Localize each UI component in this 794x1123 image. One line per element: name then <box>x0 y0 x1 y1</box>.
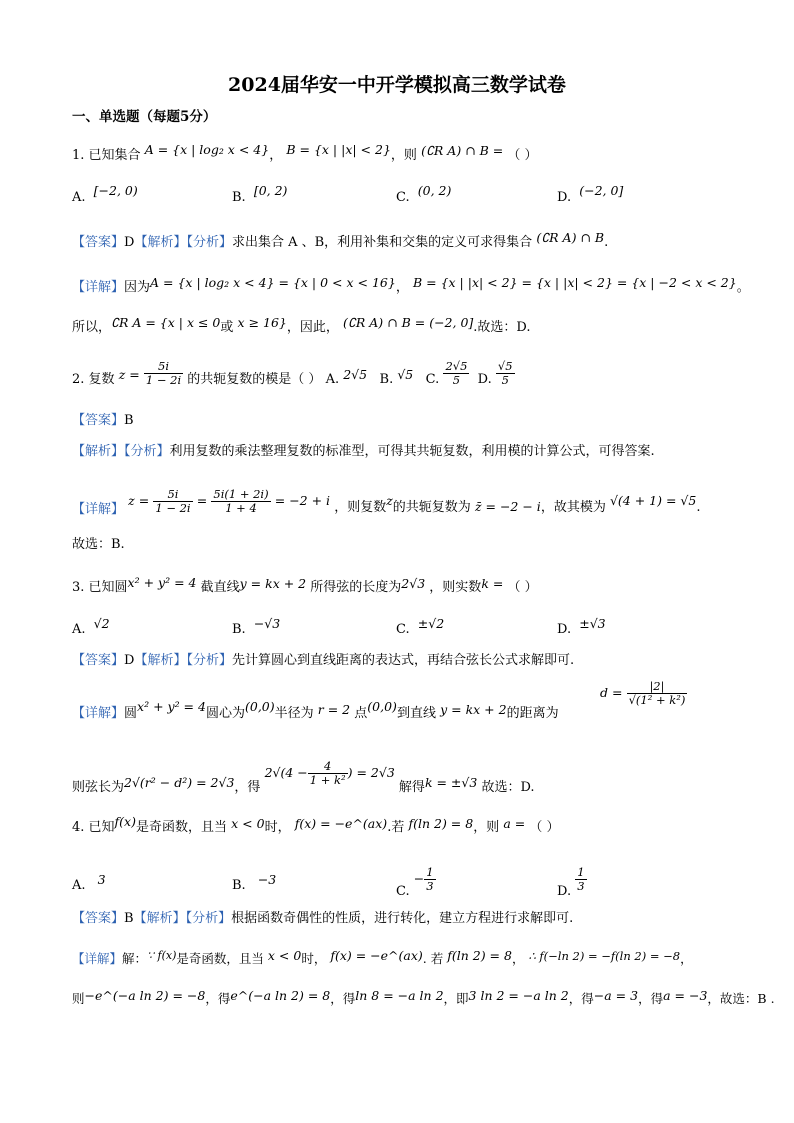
q3-option-a: A. √2 <box>72 616 110 637</box>
analysis-text: 求出集合 A 、B，利用补集和交集的定义可求得集合 <box>231 235 533 250</box>
q3-distance-formula: d = $\frac{|2|}{\text{√(1² + k²)}}$ <box>600 679 686 707</box>
q1-set-a: A = {x | log₂ x < 4} <box>144 142 270 157</box>
q4-option-b: B. −3 <box>232 872 277 893</box>
q3-option-b: B. −√3 <box>232 616 281 637</box>
q2-option-d: D. $\frac{√5}{5}$ <box>477 359 513 387</box>
q1-expr: (∁R A) ∩ B = <box>421 143 504 158</box>
q4-answer-line: 【答案】B【解析】【分析】根据函数奇偶性的性质，进行转化，建立方程进行求解即可. <box>72 911 574 926</box>
q1-stem-b: ，则 <box>390 148 417 163</box>
q2-conclusion: 故选：B. <box>72 537 125 552</box>
q1-option-b: B. [0, 2) <box>232 183 288 205</box>
q4-option-d: D. $\frac{1}{3}$ <box>557 865 585 899</box>
q1-option-a: A. [−2, 0) <box>72 183 138 205</box>
q1-paren: （ ） <box>507 148 538 163</box>
q1-option-c: C. (0, 2) <box>396 183 452 205</box>
q2-detail-line: 【详解】 z = $\frac{5i}{1 - 2i}$ = $\frac{5i(1 + 2i)}{1 + 4}$ = −2 + i ，则复数z的共轭复数为 z̄ = −2 − i，故其模为 √(4 + 1) = √5. <box>72 487 701 517</box>
answer-tag: 【答案】 <box>72 235 125 250</box>
question-4-stem: 4. 已知f(x)是奇函数，且当 x < 0时， f(x) = −e^(ax).若 f(ln 2) = 8，则 a = （ ） <box>72 814 560 835</box>
q2-analysis-line: 【解析】【分析】利用复数的乘法整理复数的标准型，可得其共轭复数，利用模的计算公式，可得答案. <box>72 444 655 459</box>
question-2-stem: 2. 复数 z = $\frac{5i}{1 - 2i}$ 的共轭复数的模是（ ） A. 2√5 B. √5 C. $\frac{2√5}{5}$ D. $\frac{√5}{5}$ <box>72 359 513 387</box>
section-heading: 一、单选题（每题5分） <box>72 109 217 125</box>
q1-option-d: D. (−2, 0] <box>557 183 624 205</box>
question-1-stem <box>72 142 538 165</box>
q3-option-d: D. ±√3 <box>557 616 606 637</box>
q4-detail-line-1: 【详解】解：∵ f(x)是奇函数，且当 x < 0时， f(x) = −e^(ax). 若 f(ln 2) = 8， ∴ f(−ln 2) = −f(ln 2) = −8， <box>72 948 693 966</box>
detail-tag: 【详解】 <box>72 280 125 295</box>
analysis-tag: 【解析】【分析】 <box>134 235 232 250</box>
q4-option-a: A. 3 <box>72 872 106 893</box>
q4-detail-line-2: 则−e^(−a ln 2) = −8，得e^(−a ln 2) = 8，得ln 8 = −a ln 2，即3 ln 2 = −a ln 2，得−a = 3，得a = −3，故选：B . <box>72 988 775 1006</box>
q1-answer-line: 【答案】D【解析】【分析】求出集合 A 、B，利用补集和交集的定义可求得集合 (∁R A) ∩ B. <box>72 230 609 250</box>
page-title: 2024届华安一中开学模拟高三数学试卷 <box>228 74 566 96</box>
q1-detail-line-1: 【详解】因为A = {x | log₂ x < 4} = {x | 0 < x < 16}， B = {x | |x| < 2} = {x | |x| < 2} = {x | −2 < x < 2}。 <box>72 275 750 295</box>
analysis-expr: (∁R A) ∩ B <box>536 230 605 245</box>
q3-option-c: C. ±√2 <box>396 616 445 637</box>
q3-answer-line: 【答案】D【解析】【分析】先计算圆心到直线距离的表达式，再结合弦长公式求解即可. <box>72 653 575 668</box>
q2-option-c: C. $\frac{2√5}{5}$ <box>425 359 468 387</box>
answer-value: D <box>124 235 135 250</box>
q1-detail-line-2: 所以，∁R A = {x | x ≤ 0或 x ≥ 16}，因此， (∁R A) ∩ B = (−2, 0].故选：D. <box>72 315 531 335</box>
q1-comma: ， <box>269 148 283 163</box>
q1-set-b: B = {x | |x| < 2} <box>286 142 391 157</box>
q2-answer-line: 【答案】B <box>72 413 134 428</box>
question-3-stem: 3. 已知圆x² + y² = 4 截直线y = kx + 2 所得弦的长度为2√3 ，则实数k = （ ） <box>72 575 538 595</box>
q3-detail-line-2: 则弦长为2√(r² − d²) = 2√3，得 2√(4 − $\frac{4}{\text{1 + k²}}$ ) = 2√3 解得k = ±√3 故选：D. <box>72 759 535 795</box>
q3-detail-line-1: 【详解】圆x² + y² = 4圆心为(0,0)半径为 r = 2 点(0,0)到直线 y = kx + 2的距离为 <box>72 699 559 721</box>
q2-option-b: B. √5 <box>379 367 414 387</box>
q1-stem-a: 1. 已知集合 <box>72 148 141 163</box>
q2-option-a: A. 2√5 <box>325 367 368 387</box>
q4-option-c: C. − $\frac{1}{3}$ <box>396 865 434 899</box>
